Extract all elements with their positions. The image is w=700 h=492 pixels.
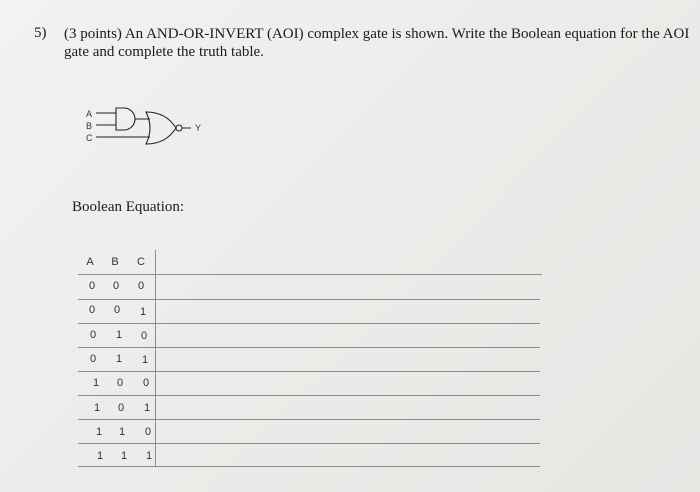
input-label-c: C	[86, 133, 93, 143]
and-gate-symbol	[116, 108, 135, 130]
cell-b: 0	[117, 402, 125, 414]
row-line	[78, 274, 542, 275]
cell-c: 1	[141, 354, 149, 366]
truth-table-header-b: B	[111, 256, 119, 268]
truth-table	[78, 250, 548, 470]
row-line	[78, 395, 540, 396]
output-label-y: Y	[195, 123, 202, 133]
cell-a: 0	[89, 329, 97, 341]
boolean-equation-label: Boolean Equation:	[72, 199, 185, 215]
row-line	[78, 323, 540, 324]
row-line	[78, 466, 540, 467]
cell-c: 0	[140, 330, 148, 342]
cell-a: 1	[96, 450, 104, 462]
cell-a: 0	[89, 353, 97, 365]
cell-a: 0	[88, 304, 96, 316]
aoi-gate-diagram	[84, 100, 224, 160]
cell-b: 1	[120, 450, 128, 462]
input-label-a: A	[86, 109, 93, 119]
cell-c: 0	[142, 377, 150, 389]
cell-b: 0	[112, 280, 120, 292]
cell-a: 1	[95, 426, 103, 438]
cell-a: 1	[92, 377, 100, 389]
truth-table-header-a: A	[86, 256, 94, 268]
cell-b: 1	[118, 426, 126, 438]
row-line	[78, 371, 540, 372]
cell-b: 0	[116, 377, 124, 389]
cell-b: 0	[113, 304, 121, 316]
inverter-bubble	[176, 125, 182, 131]
cell-c: 0	[144, 426, 152, 438]
row-line	[78, 419, 540, 420]
cell-a: 0	[88, 280, 96, 292]
cell-c: 1	[139, 306, 147, 318]
truth-table-column-divider	[155, 250, 156, 466]
row-line	[78, 347, 540, 348]
question-number: 5)	[34, 25, 47, 41]
or-gate-symbol	[146, 112, 176, 144]
cell-c: 1	[145, 450, 153, 462]
cell-a: 1	[93, 402, 101, 414]
question-text: (3 points) An AND-OR-INVERT (AOI) complex gate is shown. Write the Boolean equation for the AOI gate and complete the truth table.	[64, 26, 690, 60]
cell-c: 0	[137, 280, 145, 292]
row-line	[78, 443, 540, 444]
cell-c: 1	[143, 402, 151, 414]
cell-b: 1	[115, 353, 123, 365]
input-label-b: B	[86, 121, 93, 131]
truth-table-header-c: C	[137, 256, 145, 268]
cell-b: 1	[115, 329, 123, 341]
row-line	[78, 299, 540, 300]
